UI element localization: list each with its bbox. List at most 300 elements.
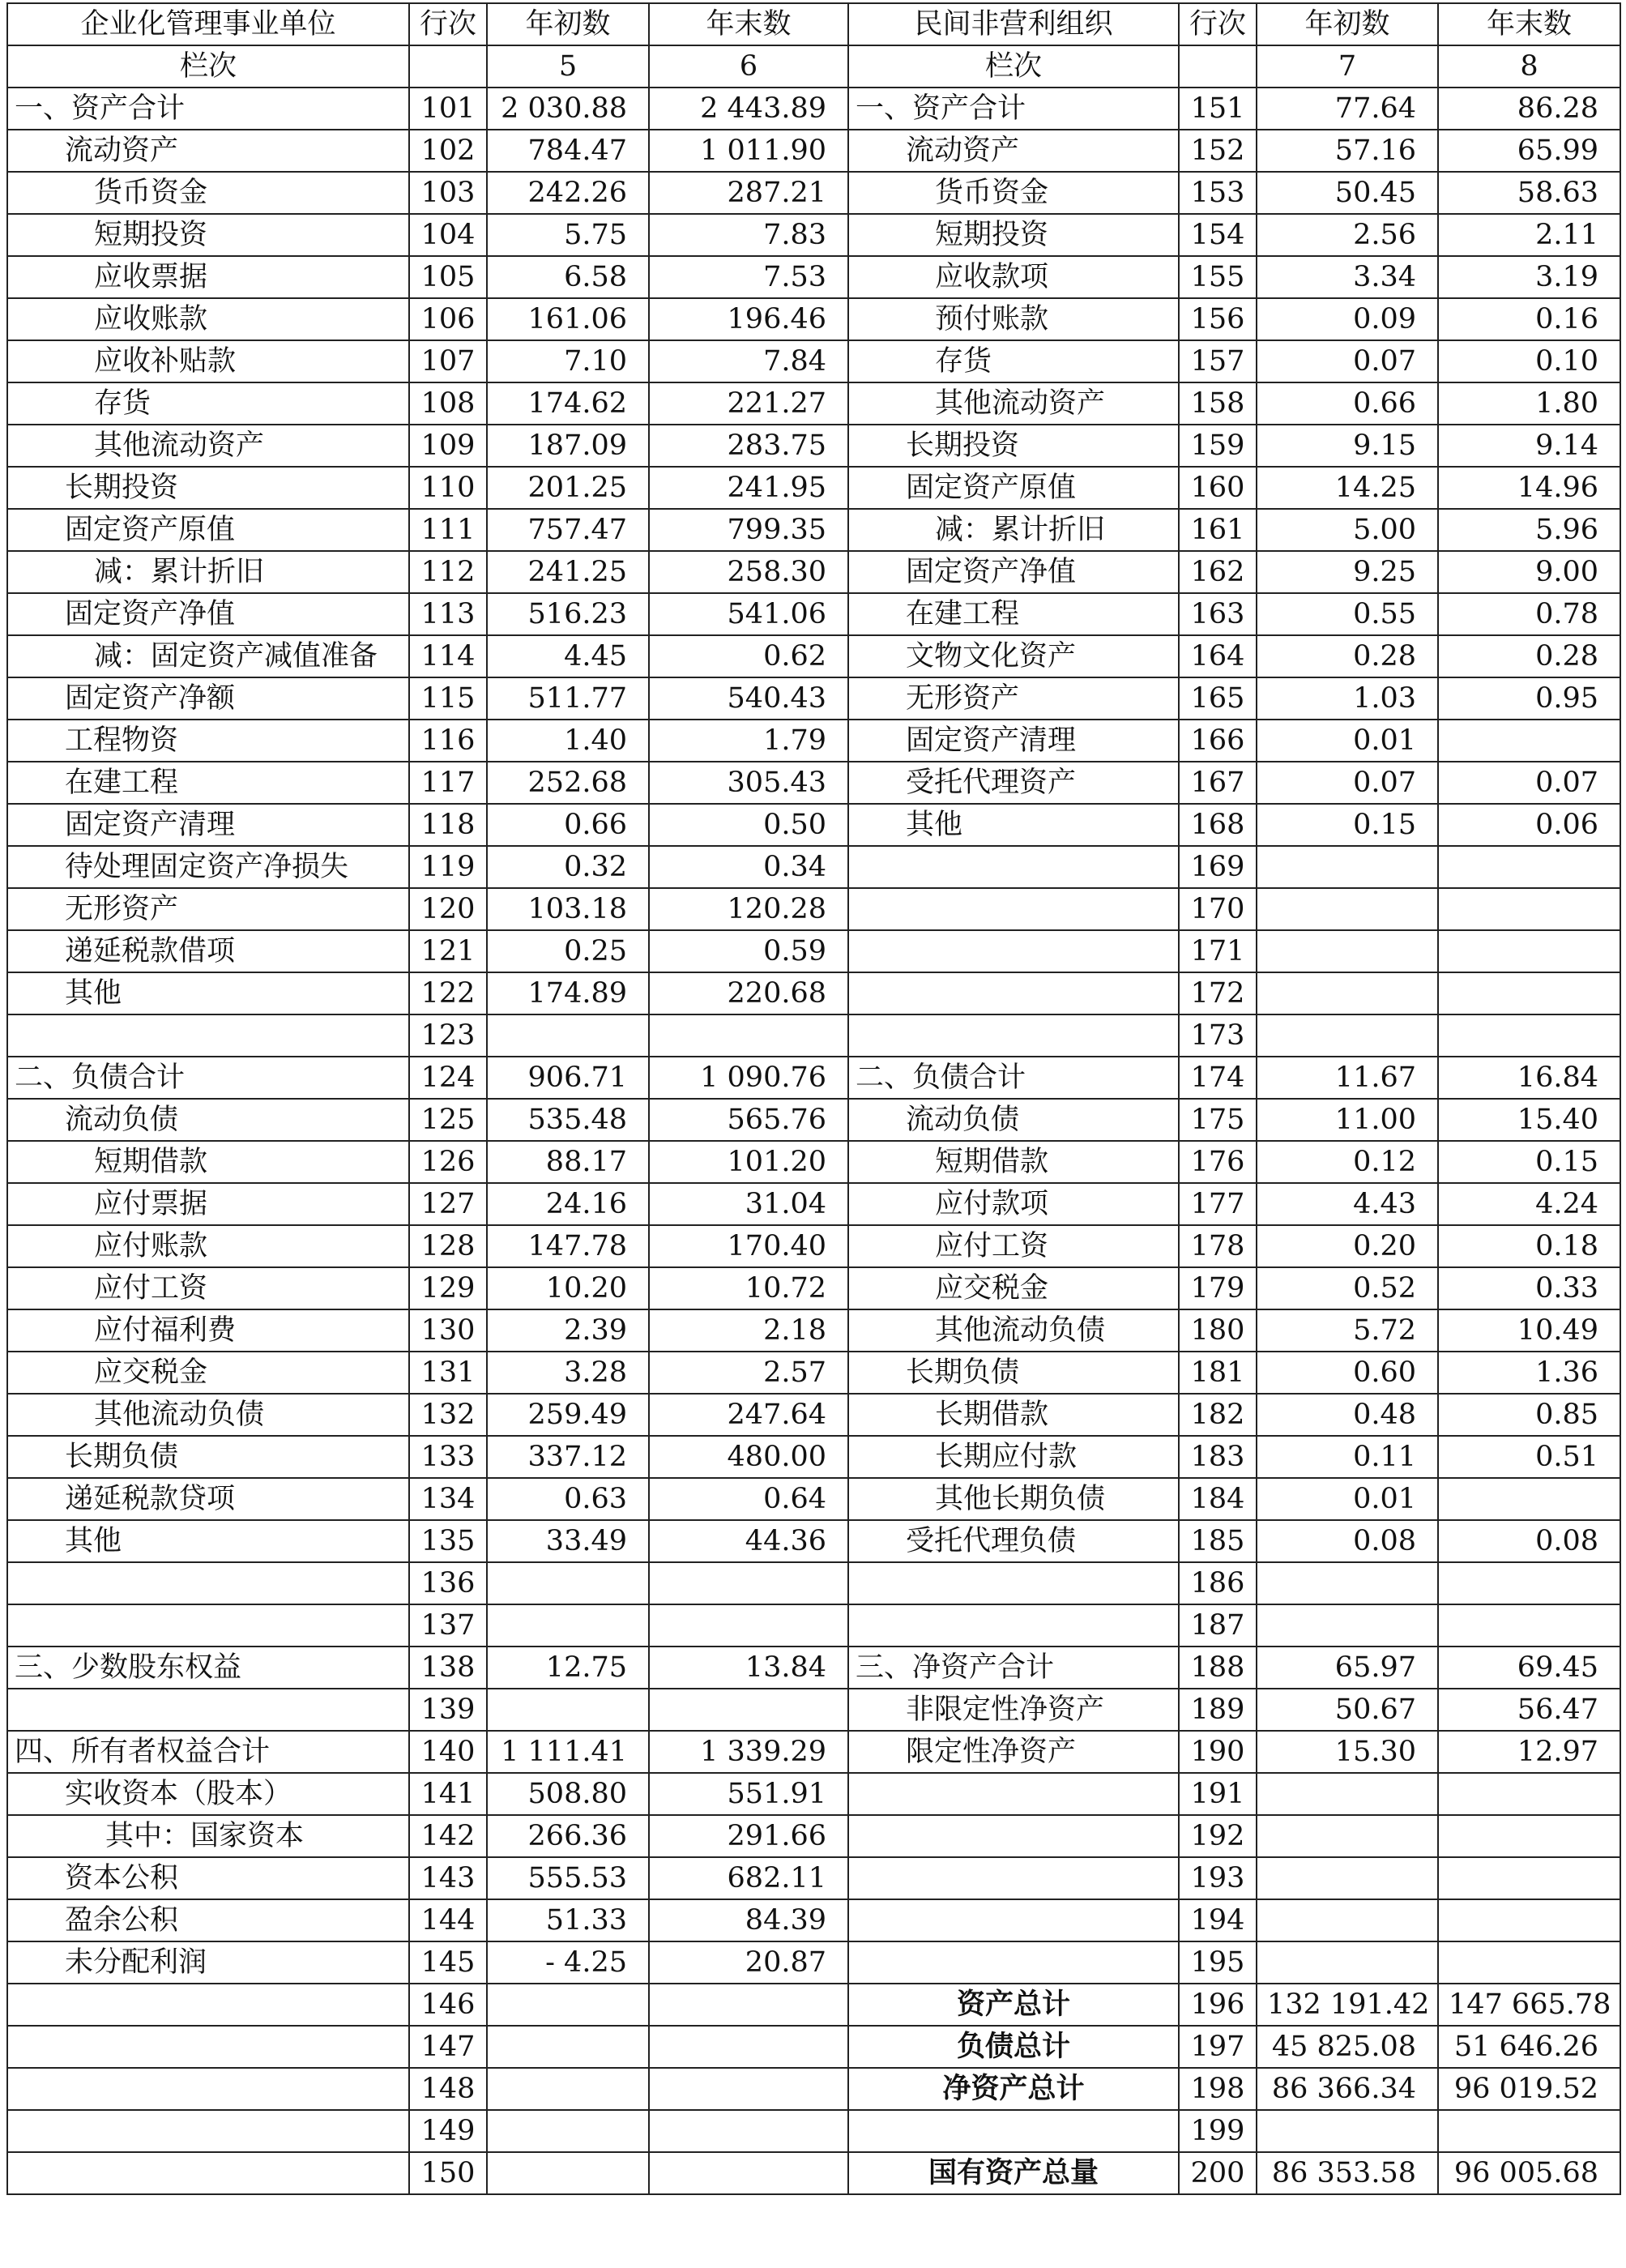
left-row-number: 134: [409, 1478, 487, 1520]
right-end-value: [1438, 972, 1620, 1014]
table-row: [7, 972, 1620, 1014]
right-item-label: 应付工资: [848, 1225, 1179, 1267]
left-end-value: [649, 2068, 848, 2110]
left-row-number: 131: [409, 1352, 487, 1394]
left-begin-value: 757.47: [487, 509, 649, 551]
left-begin-value: - 4.25: [487, 1941, 649, 1984]
left-end-value: 101.20: [649, 1141, 848, 1183]
left-begin-value: 0.32: [487, 846, 649, 888]
left-item-label: 资本公积: [7, 1857, 409, 1899]
right-end-value: 86.28: [1438, 88, 1620, 130]
left-item-label: [7, 2152, 409, 2194]
table-row: [7, 172, 1620, 214]
right-row-number: 189: [1179, 1689, 1257, 1731]
table-row: [7, 214, 1620, 256]
table-row: [7, 2026, 1620, 2068]
left-row-number: 102: [409, 130, 487, 172]
left-col-label: 栏次: [7, 45, 409, 88]
right-end-value: 1.80: [1438, 382, 1620, 425]
right-end-value: 147 665.78: [1438, 1984, 1620, 2026]
left-row-number: 113: [409, 593, 487, 635]
col-5: 5: [487, 45, 649, 88]
right-end-value: 12.97: [1438, 1731, 1620, 1773]
right-begin-value: [1257, 1941, 1438, 1984]
right-begin-value: [1257, 1899, 1438, 1941]
left-item-label: 流动资产: [7, 130, 409, 172]
right-end-value: [1438, 1773, 1620, 1815]
right-item-label: [848, 1899, 1179, 1941]
left-begin-value: 2 030.88: [487, 88, 649, 130]
left-begin-value: 266.36: [487, 1815, 649, 1857]
left-row-number: 104: [409, 214, 487, 256]
right-begin-header: 年初数: [1257, 3, 1438, 45]
right-item-label: 长期应付款: [848, 1436, 1179, 1478]
right-row-number: 154: [1179, 214, 1257, 256]
left-begin-value: 201.25: [487, 467, 649, 509]
right-begin-value: 132 191.42: [1257, 1984, 1438, 2026]
left-row-number: 130: [409, 1309, 487, 1352]
left-row-number: 110: [409, 467, 487, 509]
left-begin-value: 508.80: [487, 1773, 649, 1815]
left-item-label: [7, 1984, 409, 2026]
left-row-number: 107: [409, 340, 487, 382]
table-row: [7, 1141, 1620, 1183]
table-row: [7, 1689, 1620, 1731]
right-row-number: 164: [1179, 635, 1257, 677]
table-row: [7, 1815, 1620, 1857]
right-title-header: 民间非营利组织: [848, 3, 1179, 45]
left-begin-header: 年初数: [487, 3, 649, 45]
left-item-label: 应付福利费: [7, 1309, 409, 1352]
right-row-number: 187: [1179, 1604, 1257, 1647]
right-row-number: 152: [1179, 130, 1257, 172]
right-end-value: 0.08: [1438, 1520, 1620, 1562]
table-row: [7, 1436, 1620, 1478]
left-end-value: 84.39: [649, 1899, 848, 1941]
left-row-number: 144: [409, 1899, 487, 1941]
right-item-label: 非限定性净资产: [848, 1689, 1179, 1731]
left-begin-value: 103.18: [487, 888, 649, 930]
right-item-label: 流动资产: [848, 130, 1179, 172]
balance-sheet-table: [6, 2, 1621, 2195]
left-begin-value: 6.58: [487, 256, 649, 298]
right-end-value: [1438, 720, 1620, 762]
right-begin-value: [1257, 930, 1438, 972]
table-row: [7, 88, 1620, 130]
right-row-number: 157: [1179, 340, 1257, 382]
right-begin-value: 0.08: [1257, 1520, 1438, 1562]
right-item-label: 负债总计: [848, 2026, 1179, 2068]
right-item-label: 受托代理负债: [848, 1520, 1179, 1562]
left-begin-value: 535.48: [487, 1099, 649, 1141]
left-begin-value: [487, 1604, 649, 1647]
table-body: [7, 3, 1620, 2194]
right-begin-value: 9.25: [1257, 551, 1438, 593]
right-begin-value: [1257, 1815, 1438, 1857]
left-begin-value: 0.63: [487, 1478, 649, 1520]
right-begin-value: 57.16: [1257, 130, 1438, 172]
right-row-number: 192: [1179, 1815, 1257, 1857]
right-end-value: [1438, 1899, 1620, 1941]
left-item-label: 四、所有者权益合计: [7, 1731, 409, 1773]
table-row: [7, 1604, 1620, 1647]
col-6: 6: [649, 45, 848, 88]
left-begin-value: 0.66: [487, 804, 649, 846]
right-begin-value: [1257, 888, 1438, 930]
left-end-value: 7.84: [649, 340, 848, 382]
left-row-number: 138: [409, 1647, 487, 1689]
right-begin-value: 15.30: [1257, 1731, 1438, 1773]
right-end-value: 96 005.68: [1438, 2152, 1620, 2194]
right-end-value: 15.40: [1438, 1099, 1620, 1141]
right-item-label: 其他流动负债: [848, 1309, 1179, 1352]
left-item-label: 待处理固定资产净损失: [7, 846, 409, 888]
right-row-number: 177: [1179, 1183, 1257, 1225]
right-begin-value: 14.25: [1257, 467, 1438, 509]
right-begin-value: 45 825.08: [1257, 2026, 1438, 2068]
left-begin-value: 516.23: [487, 593, 649, 635]
right-begin-value: [1257, 2110, 1438, 2152]
table-row: [7, 762, 1620, 804]
right-item-label: 短期投资: [848, 214, 1179, 256]
col-8: 8: [1438, 45, 1620, 88]
left-row-number: 114: [409, 635, 487, 677]
right-end-value: 0.16: [1438, 298, 1620, 340]
right-item-label: 三、净资产合计: [848, 1647, 1179, 1689]
header-row: [7, 3, 1620, 45]
right-row-number: 178: [1179, 1225, 1257, 1267]
right-row-number: 196: [1179, 1984, 1257, 2026]
right-begin-value: 0.48: [1257, 1394, 1438, 1436]
right-item-label: [848, 1815, 1179, 1857]
right-begin-value: 5.72: [1257, 1309, 1438, 1352]
left-begin-value: [487, 2026, 649, 2068]
left-begin-value: 511.77: [487, 677, 649, 720]
left-end-value: [649, 1689, 848, 1731]
right-row-number: 171: [1179, 930, 1257, 972]
table-row: [7, 1984, 1620, 2026]
left-row-number: 148: [409, 2068, 487, 2110]
left-end-value: 283.75: [649, 425, 848, 467]
left-begin-value: 2.39: [487, 1309, 649, 1352]
left-item-label: 减：累计折旧: [7, 551, 409, 593]
table-row: [7, 1225, 1620, 1267]
right-begin-value: 0.01: [1257, 1478, 1438, 1520]
right-row-number: 158: [1179, 382, 1257, 425]
left-end-value: 247.64: [649, 1394, 848, 1436]
left-item-label: 存货: [7, 382, 409, 425]
left-end-value: 2 443.89: [649, 88, 848, 130]
right-item-label: 其他流动资产: [848, 382, 1179, 425]
left-end-value: 44.36: [649, 1520, 848, 1562]
left-item-label: 盈余公积: [7, 1899, 409, 1941]
left-end-value: 0.34: [649, 846, 848, 888]
right-end-value: 51 646.26: [1438, 2026, 1620, 2068]
left-begin-value: [487, 1984, 649, 2026]
left-item-label: 未分配利润: [7, 1941, 409, 1984]
right-item-label: 货币资金: [848, 172, 1179, 214]
left-row-number: 124: [409, 1057, 487, 1099]
left-row-number: 103: [409, 172, 487, 214]
right-begin-value: 0.09: [1257, 298, 1438, 340]
left-row-number: 119: [409, 846, 487, 888]
right-item-label: [848, 1562, 1179, 1604]
left-item-label: 应付票据: [7, 1183, 409, 1225]
left-row-number: 117: [409, 762, 487, 804]
table-row: [7, 1183, 1620, 1225]
left-item-label: 其他流动负债: [7, 1394, 409, 1436]
right-row-number: 153: [1179, 172, 1257, 214]
left-end-value: 0.50: [649, 804, 848, 846]
right-row-number: 194: [1179, 1899, 1257, 1941]
table-row: [7, 888, 1620, 930]
right-item-label: 应收款项: [848, 256, 1179, 298]
right-begin-value: 3.34: [1257, 256, 1438, 298]
right-begin-value: 0.60: [1257, 1352, 1438, 1394]
left-item-label: 固定资产净额: [7, 677, 409, 720]
left-row-number: 128: [409, 1225, 487, 1267]
right-row-number: 195: [1179, 1941, 1257, 1984]
left-begin-value: [487, 2152, 649, 2194]
left-item-label: 递延税款借项: [7, 930, 409, 972]
right-row-number: 163: [1179, 593, 1257, 635]
right-begin-value: 0.07: [1257, 340, 1438, 382]
left-begin-value: 12.75: [487, 1647, 649, 1689]
right-end-value: [1438, 846, 1620, 888]
left-item-label: [7, 1689, 409, 1731]
table-row: [7, 1352, 1620, 1394]
right-begin-value: [1257, 1857, 1438, 1899]
right-item-label: 长期投资: [848, 425, 1179, 467]
right-row-number: 176: [1179, 1141, 1257, 1183]
right-begin-value: 50.45: [1257, 172, 1438, 214]
right-item-label: 限定性净资产: [848, 1731, 1179, 1773]
right-item-label: [848, 1857, 1179, 1899]
left-row-number: 108: [409, 382, 487, 425]
left-end-value: 170.40: [649, 1225, 848, 1267]
table-row: [7, 467, 1620, 509]
right-item-label: 无形资产: [848, 677, 1179, 720]
right-begin-value: 0.66: [1257, 382, 1438, 425]
table-row: [7, 593, 1620, 635]
left-end-value: 120.28: [649, 888, 848, 930]
left-row-number: 145: [409, 1941, 487, 1984]
left-row-number: 118: [409, 804, 487, 846]
right-end-value: 0.18: [1438, 1225, 1620, 1267]
right-row-number: 191: [1179, 1773, 1257, 1815]
left-end-value: 305.43: [649, 762, 848, 804]
left-begin-value: 174.89: [487, 972, 649, 1014]
right-begin-value: 0.01: [1257, 720, 1438, 762]
left-row-number: 122: [409, 972, 487, 1014]
right-end-value: 69.45: [1438, 1647, 1620, 1689]
left-begin-value: 337.12: [487, 1436, 649, 1478]
left-item-label: 长期负债: [7, 1436, 409, 1478]
table-row: [7, 1309, 1620, 1352]
left-item-label: 其他: [7, 1520, 409, 1562]
right-end-value: 10.49: [1438, 1309, 1620, 1352]
left-item-label: 长期投资: [7, 467, 409, 509]
left-item-label: 减：固定资产减值准备: [7, 635, 409, 677]
table-row: [7, 2152, 1620, 2194]
right-item-label: [848, 1014, 1179, 1057]
right-row-number: 182: [1179, 1394, 1257, 1436]
table-row: [7, 425, 1620, 467]
right-row-number: 169: [1179, 846, 1257, 888]
left-item-label: 无形资产: [7, 888, 409, 930]
right-item-label: 存货: [848, 340, 1179, 382]
right-begin-value: 0.55: [1257, 593, 1438, 635]
right-end-value: 0.28: [1438, 635, 1620, 677]
left-end-value: 565.76: [649, 1099, 848, 1141]
right-begin-value: 1.03: [1257, 677, 1438, 720]
table-row: [7, 551, 1620, 593]
right-begin-value: 65.97: [1257, 1647, 1438, 1689]
right-end-value: 56.47: [1438, 1689, 1620, 1731]
left-begin-value: 1 111.41: [487, 1731, 649, 1773]
left-end-value: 540.43: [649, 677, 848, 720]
left-row-number: 115: [409, 677, 487, 720]
left-end-value: [649, 2026, 848, 2068]
right-item-label: 预付账款: [848, 298, 1179, 340]
left-item-label: 工程物资: [7, 720, 409, 762]
right-begin-value: 0.07: [1257, 762, 1438, 804]
right-col-label: 栏次: [848, 45, 1179, 88]
right-end-value: 9.00: [1438, 551, 1620, 593]
right-row-number: 190: [1179, 1731, 1257, 1773]
left-row-number: 150: [409, 2152, 487, 2194]
left-row-number: 140: [409, 1731, 487, 1773]
left-item-label: [7, 1604, 409, 1647]
left-row-no-header: 行次: [409, 3, 487, 45]
right-item-label: 应交税金: [848, 1267, 1179, 1309]
table-row: [7, 1773, 1620, 1815]
right-row-number: 179: [1179, 1267, 1257, 1309]
left-item-label: 短期借款: [7, 1141, 409, 1183]
left-begin-value: [487, 1689, 649, 1731]
left-row-number: 132: [409, 1394, 487, 1436]
table-row: [7, 846, 1620, 888]
left-end-value: [649, 2152, 848, 2194]
left-row-number: 146: [409, 1984, 487, 2026]
left-title-header: 企业化管理事业单位: [7, 3, 409, 45]
left-begin-value: 241.25: [487, 551, 649, 593]
right-item-label: 其他长期负债: [848, 1478, 1179, 1520]
left-row-number: 127: [409, 1183, 487, 1225]
right-end-value: 0.95: [1438, 677, 1620, 720]
left-begin-value: 1.40: [487, 720, 649, 762]
left-end-value: 1.79: [649, 720, 848, 762]
left-row-number: 125: [409, 1099, 487, 1141]
right-begin-value: [1257, 1014, 1438, 1057]
right-begin-value: [1257, 1604, 1438, 1647]
table-row: [7, 720, 1620, 762]
left-end-value: [649, 2110, 848, 2152]
left-row-number: 101: [409, 88, 487, 130]
right-item-label: 二、负债合计: [848, 1057, 1179, 1099]
right-row-number: 180: [1179, 1309, 1257, 1352]
left-begin-value: 259.49: [487, 1394, 649, 1436]
right-end-value: 14.96: [1438, 467, 1620, 509]
left-begin-value: [487, 2110, 649, 2152]
left-row-number: 143: [409, 1857, 487, 1899]
right-row-number: 162: [1179, 551, 1257, 593]
right-row-no-blank: [1179, 45, 1257, 88]
right-row-number: 185: [1179, 1520, 1257, 1562]
right-end-value: 0.85: [1438, 1394, 1620, 1436]
right-row-number: 199: [1179, 2110, 1257, 2152]
left-end-value: 799.35: [649, 509, 848, 551]
table-row: [7, 2110, 1620, 2152]
right-row-number: 183: [1179, 1436, 1257, 1478]
right-end-value: [1438, 888, 1620, 930]
left-item-label: 固定资产原值: [7, 509, 409, 551]
right-end-value: 58.63: [1438, 172, 1620, 214]
table-row: [7, 677, 1620, 720]
table-row: [7, 804, 1620, 846]
right-begin-value: 11.00: [1257, 1099, 1438, 1141]
left-item-label: 一、资产合计: [7, 88, 409, 130]
left-begin-value: 906.71: [487, 1057, 649, 1099]
left-end-value: 196.46: [649, 298, 848, 340]
left-row-number: 149: [409, 2110, 487, 2152]
left-end-value: 682.11: [649, 1857, 848, 1899]
table-row: [7, 130, 1620, 172]
right-end-value: [1438, 1604, 1620, 1647]
right-end-value: [1438, 1815, 1620, 1857]
right-item-label: 应付款项: [848, 1183, 1179, 1225]
left-end-value: 7.83: [649, 214, 848, 256]
right-item-label: [848, 972, 1179, 1014]
table-row: [7, 1520, 1620, 1562]
left-row-number: 120: [409, 888, 487, 930]
left-begin-value: 161.06: [487, 298, 649, 340]
right-item-label: 短期借款: [848, 1141, 1179, 1183]
left-item-label: [7, 2026, 409, 2068]
left-begin-value: [487, 2068, 649, 2110]
right-begin-value: [1257, 972, 1438, 1014]
right-begin-value: [1257, 846, 1438, 888]
table-row: [7, 1647, 1620, 1689]
right-item-label: [848, 1941, 1179, 1984]
left-end-value: 0.59: [649, 930, 848, 972]
right-item-label: 国有资产总量: [848, 2152, 1179, 2194]
left-begin-value: 252.68: [487, 762, 649, 804]
right-end-value: [1438, 1941, 1620, 1984]
left-begin-value: [487, 1562, 649, 1604]
right-end-value: 9.14: [1438, 425, 1620, 467]
left-item-label: 应收账款: [7, 298, 409, 340]
left-end-value: 1 339.29: [649, 1731, 848, 1773]
right-row-number: 184: [1179, 1478, 1257, 1520]
right-item-label: [848, 1604, 1179, 1647]
right-row-number: 174: [1179, 1057, 1257, 1099]
col-7: 7: [1257, 45, 1438, 88]
right-end-value: [1438, 1562, 1620, 1604]
left-end-value: 13.84: [649, 1647, 848, 1689]
left-item-label: 其中：国家资本: [7, 1815, 409, 1857]
right-end-value: [1438, 2110, 1620, 2152]
right-item-label: 资产总计: [848, 1984, 1179, 2026]
right-end-value: 65.99: [1438, 130, 1620, 172]
left-begin-value: 5.75: [487, 214, 649, 256]
table-row: [7, 256, 1620, 298]
left-begin-value: 51.33: [487, 1899, 649, 1941]
left-end-header: 年末数: [649, 3, 848, 45]
right-end-value: 0.15: [1438, 1141, 1620, 1183]
right-item-label: 在建工程: [848, 593, 1179, 635]
left-item-label: 短期投资: [7, 214, 409, 256]
